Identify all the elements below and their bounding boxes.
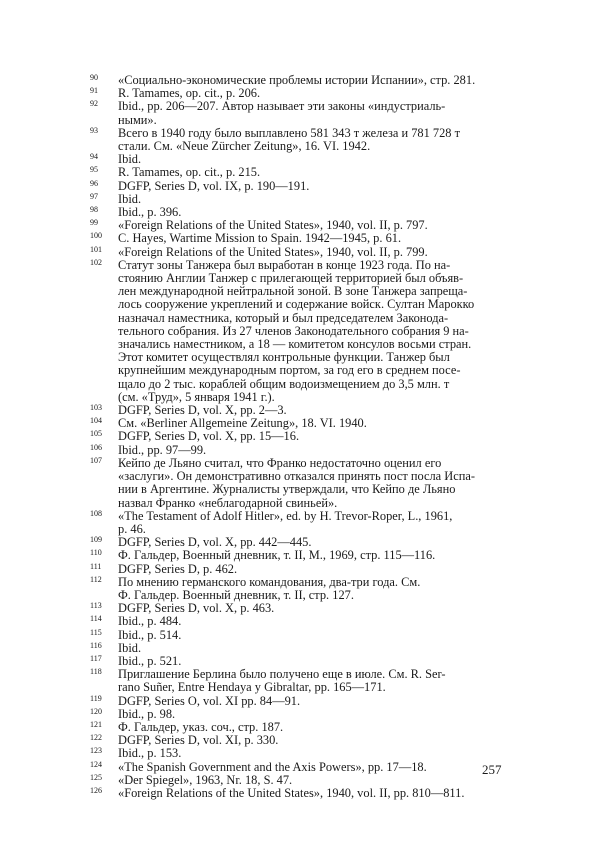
- footnote-text: Ф. Гальдер, указ. соч., стр. 187.: [118, 719, 284, 734]
- footnote-text: Всего в 1940 году было выплавлено 581 343 т железа и 781 728 т стали. См. «Neue Zürcher Zeitung», 16. VI. 1942.: [118, 125, 461, 154]
- footnote-number: 90: [90, 73, 98, 82]
- footnote: [88, 787, 512, 800]
- footnote-number: 105: [90, 429, 102, 439]
- footnote: [88, 615, 512, 628]
- footnote-text: Ibid., p. 514.: [118, 627, 182, 642]
- footnote-text: «Foreign Relations of the United States», 1940, vol. II, p. 799.: [118, 244, 428, 259]
- footnote: [88, 695, 512, 708]
- footnote-text: Ibid., p. 98.: [118, 706, 176, 721]
- footnote-number: 119: [90, 693, 102, 703]
- footnote: [88, 708, 512, 721]
- footnote-number: 111: [90, 561, 102, 571]
- footnote-text: R. Tamames, op. cit., p. 206.: [118, 86, 261, 101]
- footnote-number: 107: [90, 455, 102, 465]
- footnote-text: DGFP, Series D, vol. X, pp. 442—445.: [118, 535, 312, 550]
- footnote: [88, 127, 512, 153]
- footnote-number: 104: [90, 416, 102, 426]
- footnote-number: 93: [90, 125, 98, 135]
- footnote: [88, 747, 512, 760]
- footnote: [88, 259, 512, 404]
- footnote-text: «Foreign Relations of the United States», 1940, vol. II, p. 797.: [118, 218, 428, 233]
- footnote-number: 118: [90, 667, 102, 677]
- footnote-number: 102: [90, 257, 102, 267]
- footnote-number: 98: [90, 205, 98, 215]
- footnote-text: Ibid., pp. 206—207. Автор называет эти законы «индустриаль- ными».: [118, 99, 446, 127]
- footnote-text: Ф. Гальдер, Военный дневник, т. II, М., 1969, стр. 115—116.: [118, 548, 436, 563]
- footnote-number: 95: [90, 165, 98, 175]
- footnote: [88, 430, 512, 443]
- footnote: [88, 668, 512, 694]
- footnote-text: DGFP, Series D, vol. IX, p. 190—191.: [118, 178, 310, 193]
- footnote-text: «The Spanish Government and the Axis Powers», pp. 17—18.: [118, 759, 427, 774]
- footnote-text: «Der Spiegel», 1963, Nr. 18, S. 47.: [118, 772, 293, 787]
- footnote: [88, 457, 512, 510]
- footnote-text: См. «Berliner Allgemeine Zeitung», 18. VI. 1940.: [118, 416, 367, 431]
- footnote-number: 99: [90, 218, 98, 228]
- footnote-number: 124: [90, 759, 102, 769]
- footnote-text: Ibid., pp. 97—99.: [118, 442, 207, 457]
- footnote-number: 100: [90, 231, 102, 241]
- footnote-number: 112: [90, 574, 102, 584]
- footnote-number: 94: [90, 152, 98, 162]
- footnote-text: DGFP, Series D, vol. X, p. 463.: [118, 601, 275, 616]
- footnote-number: 120: [90, 706, 102, 716]
- footnote: [88, 246, 512, 259]
- footnote-text: Ibid., p. 484.: [118, 614, 182, 629]
- footnote-number: 125: [90, 772, 102, 782]
- footnote: [88, 576, 512, 602]
- footnote: [88, 629, 512, 642]
- footnote-number: 115: [90, 627, 102, 637]
- footnote-text: Ibid., p. 153.: [118, 746, 182, 761]
- footnote-number: 97: [90, 191, 98, 201]
- footnote: [88, 563, 512, 576]
- footnote-number: 106: [90, 442, 102, 452]
- footnote-text: DGFP, Series O, vol. XI pp. 84—91.: [118, 693, 301, 708]
- footnote: [88, 510, 512, 536]
- footnote-text: «Социально-экономические проблемы истории Испании», стр. 281.: [118, 73, 476, 87]
- footnote-number: 91: [90, 86, 98, 96]
- footnote: [88, 232, 512, 245]
- footnote-text: «The Testament of Adolf Hitler», ed. by H. Trevor-Roper, L., 1961, p. 46.: [118, 508, 453, 536]
- footnote-number: 123: [90, 746, 102, 756]
- footnote-number: 109: [90, 535, 102, 545]
- footnote-number: 113: [90, 601, 102, 611]
- footnote: [88, 761, 512, 774]
- footnote-text: DGFP, Series D, vol. XI, p. 330.: [118, 733, 279, 748]
- footnotes-list: [88, 74, 512, 800]
- footnote: [88, 774, 512, 787]
- footnote: [88, 642, 512, 655]
- footnote-text: Приглашение Берлина было получено еще в июле. См. R. Ser- rano Suñer, Entre Hendaya y Gibraltar, pp. 165—171.: [118, 667, 446, 695]
- footnote-number: 122: [90, 733, 102, 743]
- footnote-number: 121: [90, 719, 102, 729]
- footnote-text: R. Tamames, op. cit., p. 215.: [118, 165, 261, 180]
- footnote-number: 103: [90, 403, 102, 413]
- footnote-text: Ibid.: [118, 191, 142, 206]
- footnote-number: 108: [90, 508, 102, 518]
- footnote-number: 101: [90, 244, 102, 254]
- footnote-text: Кейпо де Льяно считал, что Франко недостаточно оценил его «заслуги». Он демонстративно отказался принять пост посла Испа- нии в Аргентине. Журналисты утверждали, что Кейпо де Льяно назвал Франко «неблагодарной свиньей».: [118, 455, 475, 510]
- footnote-text: «Foreign Relations of the United States», 1940, vol. II, pp. 810—811.: [118, 785, 465, 800]
- page-number: 257: [482, 762, 502, 777]
- footnote-text: DGFP, Series D, vol. X, pp. 2—3.: [118, 403, 287, 418]
- footnote: [88, 166, 512, 179]
- footnote-text: Ibid.: [118, 152, 142, 167]
- footnote-text: Статут зоны Танжера был выработан в конце 1923 года. По на- стоянию Англии Танжер с прилегающей территорией был объяв- лен международной нейтральной зоной. В зоне Танжера запреща- лось сооружение укреплений и содержание войск. Султан Марокко назначал наместника, который и был председателем Законода- тельного собрания. Из 27 членов Законодательного собрания 9 на- значались наместником, а 18 — комитетом консулов восьми стран. Этот комитет осуществлял контрольные функции. Танжер был крупнейшим международным портом, за год его в среднем посе- щало до 2 тыс. кораблей общим водоизмещением до 3,5 млн. т (см. «Труд», 5 января 1941 г.).: [118, 257, 475, 404]
- footnote: [88, 180, 512, 193]
- footnote-text: DGFP, Series D, p. 462.: [118, 561, 238, 576]
- footnote-text: По мнению германского командования, два-три года. См. Ф. Гальдер. Военный дневник, т. II, стр. 127.: [118, 574, 421, 602]
- footnote-number: 114: [90, 614, 102, 624]
- footnote-text: Ibid., p. 521.: [118, 653, 182, 668]
- footnote-number: 96: [90, 178, 98, 188]
- footnote-number: 126: [90, 785, 102, 795]
- footnote-text: Ibid., p. 396.: [118, 205, 182, 220]
- footnote-number: 110: [90, 548, 102, 558]
- footnote-text: Ibid.: [118, 640, 142, 655]
- footnote-number: 92: [90, 99, 98, 109]
- footnote: [88, 444, 512, 457]
- footnote-number: 116: [90, 640, 102, 650]
- footnote: [88, 549, 512, 562]
- footnote-text: DGFP, Series D, vol. X, pp. 15—16.: [118, 429, 300, 444]
- footnote-text: C. Hayes, Wartime Mission to Spain. 1942—1945, p. 61.: [118, 231, 402, 246]
- footnote-number: 117: [90, 653, 102, 663]
- footnote: [88, 100, 512, 126]
